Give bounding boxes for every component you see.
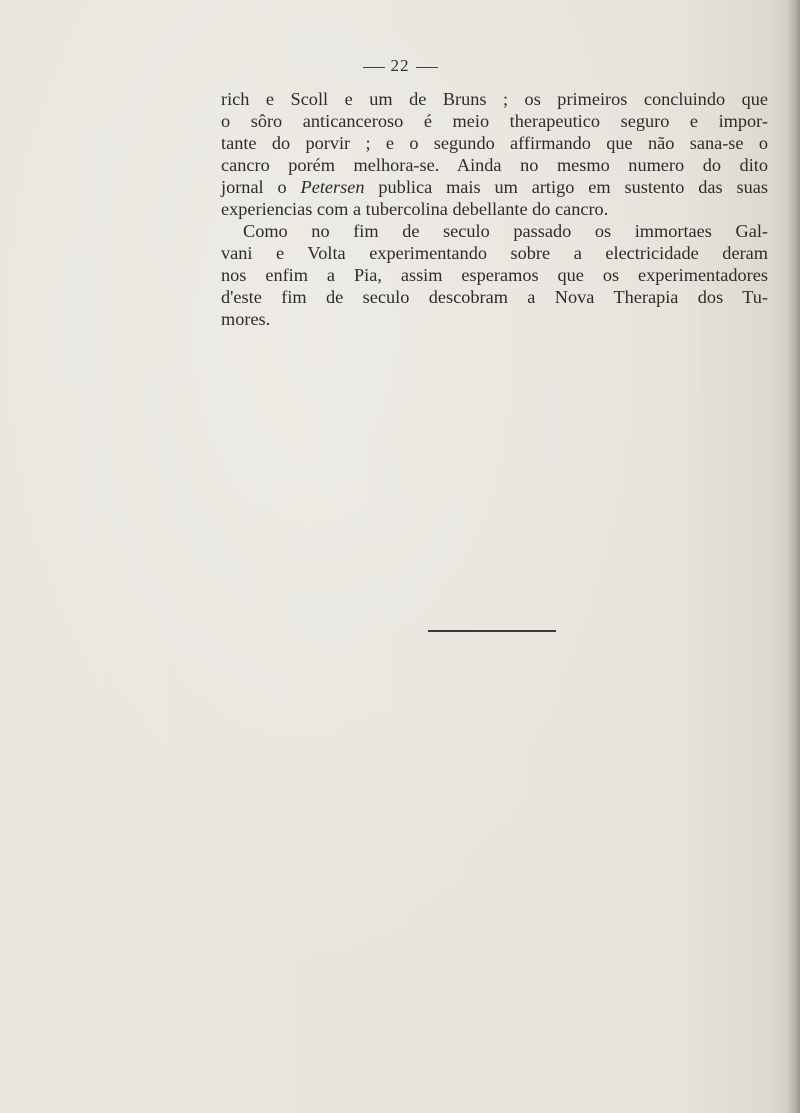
body-text <box>221 88 768 330</box>
text-line: Como no fim de seculo passado os immortaes Gal- <box>243 221 768 241</box>
text-fragment: publica mais um artigo em sustento das suas <box>364 177 768 197</box>
text-fragment: jornal o <box>221 177 301 197</box>
text-line: nos enfim a Pia, assim esperamos que os experimentadores <box>221 265 768 285</box>
page-number <box>0 56 800 76</box>
italic-name: Petersen <box>300 177 365 197</box>
section-rule <box>428 630 556 632</box>
text-line: o sôro anticanceroso é meio therapeutico seguro e impor- <box>221 111 768 131</box>
page-number-dash-right <box>416 67 438 68</box>
text-line: cancro porém melhora-se. Ainda no mesmo numero do dito <box>221 155 768 175</box>
text-line: tante do porvir ; e o segundo affirmando que não sana-se o <box>221 133 768 153</box>
page-number-value: 22 <box>390 56 410 75</box>
text-line: mores. <box>221 309 271 329</box>
text-line: rich e Scoll e um de Bruns ; os primeiros concluindo que <box>221 89 768 109</box>
text-line <box>221 176 768 198</box>
text-line: experiencias com a tubercolina debellante do cancro. <box>221 199 609 219</box>
text-line: vani e Volta experimentando sobre a electricidade deram <box>221 243 768 263</box>
text-line: d'este fim de seculo descobram a Nova Therapia dos Tu- <box>221 287 768 307</box>
page-edge-shadow <box>786 0 800 1113</box>
page-number-dash-left <box>363 67 385 68</box>
